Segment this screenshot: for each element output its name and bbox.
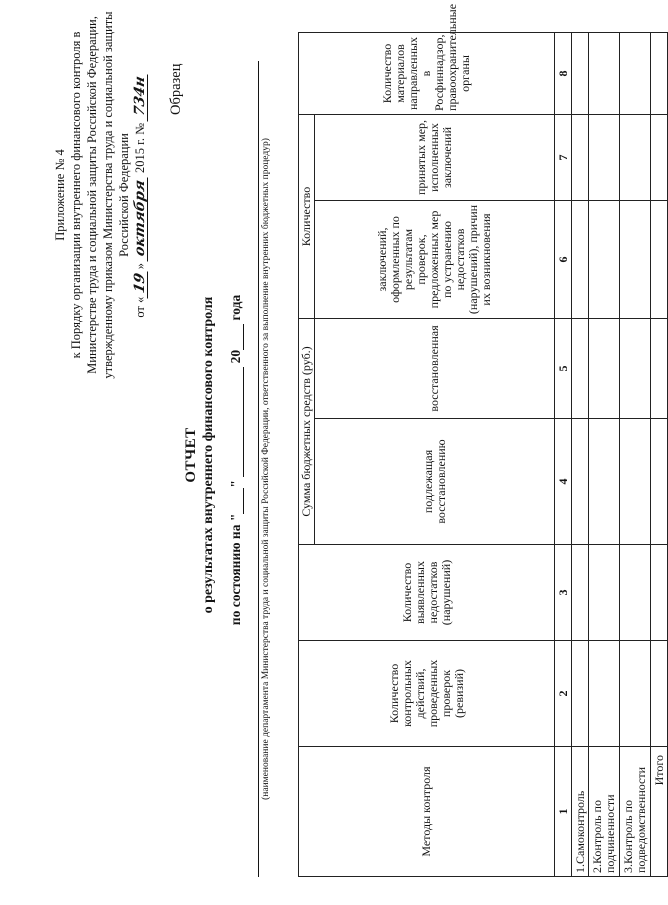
table-cell[interactable]	[589, 641, 620, 747]
table-cell[interactable]	[589, 419, 620, 545]
column-number: 5	[555, 318, 572, 418]
header-materials: Количество материалов направленных в Росфиннадзор, правоохранительные органы	[299, 32, 555, 114]
header-inspections: Количество контрольных действий, проведенных проверок (ревизий)	[299, 641, 555, 747]
table-cell[interactable]	[572, 641, 589, 747]
table-cell[interactable]	[620, 114, 651, 200]
day-blank	[229, 488, 244, 514]
approval-line: к Порядку организации внутреннего финансового контроля в	[69, 31, 83, 359]
table-cell[interactable]	[589, 32, 620, 114]
table-cell[interactable]	[651, 545, 668, 641]
column-number: 2	[555, 641, 572, 747]
header-budget-group: Сумма бюджетных средств (руб.)	[299, 318, 315, 544]
table-cell[interactable]	[572, 32, 589, 114]
column-number: 4	[555, 419, 572, 545]
header-methods: Методы контроля	[299, 747, 555, 877]
header-restored: восстановленная	[315, 318, 555, 418]
column-number: 6	[555, 200, 572, 318]
table-cell[interactable]	[620, 318, 651, 418]
table-row	[572, 32, 589, 876]
approval-date-line	[132, 5, 148, 385]
table-cell[interactable]	[589, 114, 620, 200]
header-violations: Количество выявленных недостатков (нарушений)	[299, 545, 555, 641]
as-of-year-prefix: 20	[228, 349, 243, 364]
table-cell[interactable]	[620, 419, 651, 545]
handwritten-day: 19	[133, 268, 148, 299]
row-label: 3.Контроль по подведомственности	[620, 747, 651, 877]
table-cell[interactable]	[651, 200, 668, 318]
header-conclusions: заключений, оформленных по результатам проверок, предложенных мер по устранению недостатков (нарушений), причин их возникновения	[315, 200, 555, 318]
table-cell[interactable]	[651, 32, 668, 114]
handwritten-order-number: 734н	[133, 71, 148, 122]
approval-line: утвержденному приказом Министерства труда и социальной защиты	[101, 11, 115, 379]
total-label: Итого	[651, 747, 668, 877]
table-cell[interactable]	[651, 318, 668, 418]
as-of-year-suffix: года	[228, 294, 243, 321]
report-as-of-line	[228, 200, 244, 720]
header-quantity-group: Количество	[299, 114, 315, 318]
as-of-quote: "	[228, 480, 243, 488]
table-cell[interactable]	[589, 200, 620, 318]
row-label: 1.Самоконтроль	[572, 747, 589, 877]
as-of-prefix: по состоянию на "	[228, 513, 243, 626]
table-cell[interactable]	[589, 545, 620, 641]
total-row	[651, 32, 668, 876]
table-cell[interactable]	[572, 419, 589, 545]
table-cell[interactable]	[620, 200, 651, 318]
table-cell[interactable]	[651, 419, 668, 545]
header-row-top	[299, 32, 315, 876]
date-prefix: от «	[133, 296, 147, 318]
table-cell[interactable]	[572, 200, 589, 318]
report-title: ОТЧЕТ	[183, 427, 199, 483]
column-number: 1	[555, 747, 572, 877]
table-cell[interactable]	[589, 318, 620, 418]
header-to-restore: подлежащая восстановлению	[315, 419, 555, 545]
table-cell[interactable]	[620, 32, 651, 114]
department-name-line	[258, 61, 259, 877]
approval-block	[52, 5, 148, 385]
table-cell[interactable]	[572, 545, 589, 641]
appendix-number: Приложение № 4	[53, 149, 67, 241]
month-blank	[229, 367, 244, 477]
report-subtitle: о результатах внутреннего финансового контроля	[201, 296, 216, 614]
table-cell[interactable]	[572, 114, 589, 200]
handwritten-month: октября	[133, 174, 148, 261]
table-row	[620, 32, 651, 876]
department-caption: (наименование департамента Министерства труда и социальной защиты Российской Федерации, ответственного за выполнение внутренних бюджетных процедур)	[261, 138, 271, 800]
table-cell[interactable]	[572, 318, 589, 418]
column-number: 7	[555, 114, 572, 200]
date-quote: »	[133, 263, 147, 270]
table-row	[589, 32, 620, 876]
column-number: 3	[555, 545, 572, 641]
row-label: 2.Контроль по подчиненности	[589, 747, 620, 877]
column-number: 8	[555, 32, 572, 114]
table-cell[interactable]	[620, 545, 651, 641]
year-blank	[229, 324, 244, 350]
column-number-row	[555, 32, 572, 876]
date-year: 2015 г. №	[133, 122, 147, 173]
sample-label: Образец	[168, 63, 184, 115]
report-table	[298, 3, 668, 877]
approval-line: Российской Федерации	[117, 133, 131, 257]
approval-line: Министерстве труда и социальной защиты Российской Федерации,	[85, 16, 99, 374]
table-cell[interactable]	[651, 114, 668, 200]
table-cell[interactable]	[620, 641, 651, 747]
table-cell[interactable]	[651, 641, 668, 747]
header-measures: принятых мер, исполненных заключений	[315, 114, 555, 200]
